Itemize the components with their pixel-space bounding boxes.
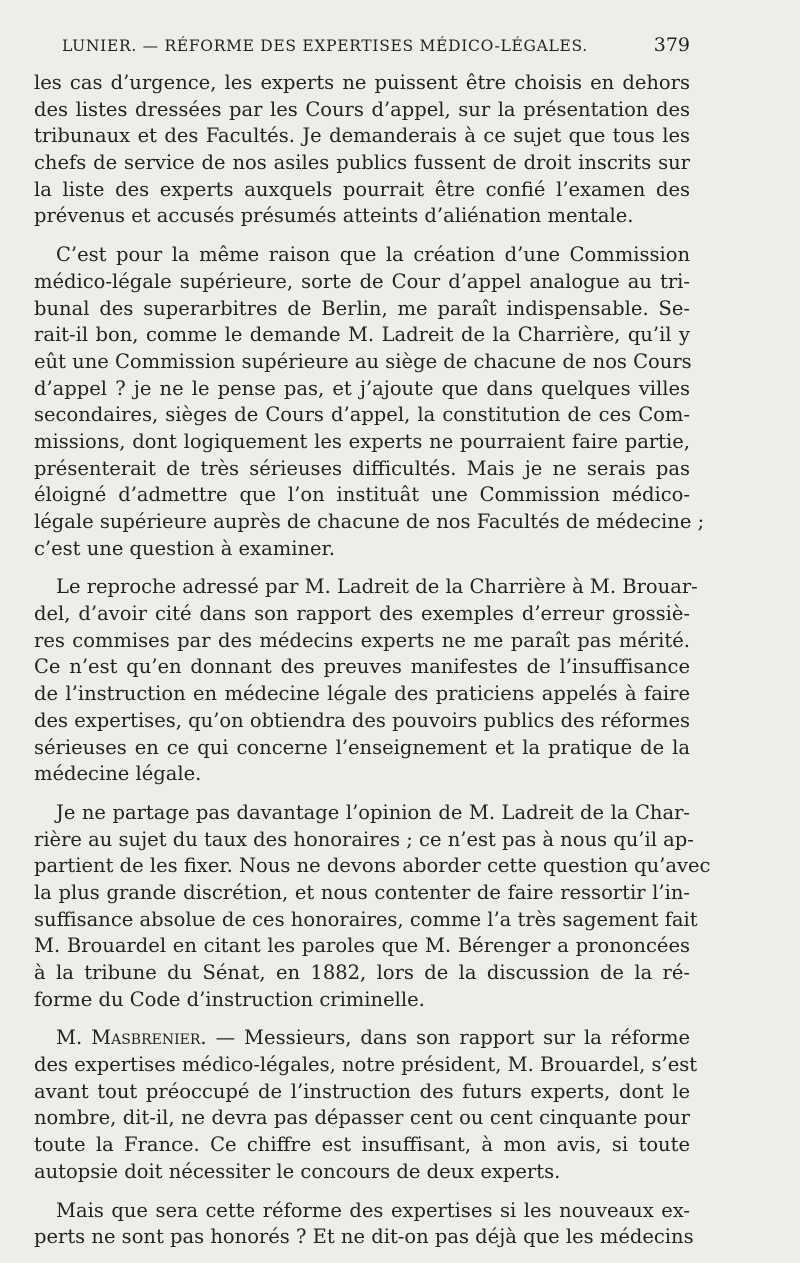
text-line: légale supérieure auprès de chacune de nos Facultés de médecine ; bbox=[34, 510, 705, 533]
text-line: del, d’avoir cité dans son rapport des exemples d’erreur grossiè- bbox=[34, 602, 690, 626]
paragraph bbox=[34, 242, 705, 562]
text-line: tribunaux et des Facultés. Je demanderais à ce sujet que tous les bbox=[34, 124, 690, 148]
speaker-text: — Messieurs, dans son rapport sur la réforme bbox=[206, 1026, 691, 1050]
running-title: LUNIER. — RÉFORME DES EXPERTISES MÉDICO-LÉGALES. bbox=[62, 37, 588, 55]
text-line: c’est une question à examiner. bbox=[34, 536, 335, 560]
text-line: bunal des superarbitres de Berlin, me paraît indispensable. Se- bbox=[34, 296, 690, 320]
text-line: Mais que sera cette réforme des expertises si les nouveaux ex- bbox=[56, 1198, 690, 1222]
text-line: des listes dressées par les Cours d’appel, sur la présentation des bbox=[34, 97, 690, 121]
text-line: res commises par des médecins experts ne me paraît pas mérité. bbox=[34, 628, 690, 652]
paragraph bbox=[34, 1198, 694, 1251]
speaker-name: M. Masbrenier. bbox=[56, 1026, 207, 1050]
text-line: la plus grande discrétion, et nous contenter de faire ressortir l’in- bbox=[34, 880, 690, 904]
text-line: sérieuses en ce qui concerne l’enseignement et la pratique de la bbox=[34, 735, 690, 759]
text-line: à la tribune du Sénat, en 1882, lors de la discussion de la ré- bbox=[34, 961, 690, 984]
text-line: médico-légale supérieure, sorte de Cour d’appel analogue au tri- bbox=[34, 269, 690, 293]
paragraph bbox=[34, 574, 698, 788]
text-line: de l’instruction en médecine légale des praticiens appelés à faire bbox=[34, 682, 690, 706]
page-body bbox=[34, 70, 711, 1263]
text-line: nombre, dit-il, ne devra pas dépasser cent ou cent cinquante pour bbox=[34, 1106, 690, 1130]
text-line: suffisance absolue de ces honoraires, comme l’a très sagement fait bbox=[34, 907, 698, 931]
paragraph bbox=[34, 70, 690, 230]
text-line: médecine légale. bbox=[34, 762, 202, 786]
text-line: perts ne sont pas honorés ? Et ne dit-on pas déjà que les médecins bbox=[34, 1225, 694, 1249]
page-number: 379 bbox=[653, 34, 690, 56]
text-line: C’est pour la même raison que la création d’une Commission bbox=[56, 243, 690, 267]
text-line: rière au sujet du taux des honoraires ; ce n’est pas à nous qu’il ap- bbox=[34, 827, 694, 851]
text-line: forme du Code d’instruction criminelle. bbox=[34, 987, 425, 1011]
text-line: rait-il bon, comme le demande M. Ladreit de la Charrière, qu’il y bbox=[34, 323, 690, 347]
text-line: d’appel ? je ne le pense pas, et j’ajoute que dans quelques villes bbox=[34, 376, 690, 400]
text-line: éloigné d’admettre que l’on instituât une Commission médico- bbox=[34, 483, 690, 507]
text-line: des expertises, qu’on obtiendra des pouvoirs publics des réformes bbox=[34, 708, 690, 732]
text-line: missions, dont logiquement les experts ne pourraient faire partie, bbox=[34, 429, 690, 453]
text-line: autopsie doit nécessiter le concours de deux experts. bbox=[34, 1159, 561, 1183]
text-line: prévenus et accusés présumés atteints d’aliénation mentale. bbox=[34, 204, 634, 228]
text-line: présenterait de très sérieuses difficultés. Mais je ne serais pas bbox=[34, 456, 690, 480]
text-line: la liste des experts auxquels pourrait être confié l’examen des bbox=[34, 177, 690, 201]
text-line: toute la France. Ce chiffre est insuffisant, à mon avis, si toute bbox=[34, 1133, 690, 1157]
text-line: M. Brouardel en citant les paroles que M. Bérenger a prononcées bbox=[34, 934, 690, 958]
text-line: Le reproche adressé par M. Ladreit de la Charrière à M. Brouar- bbox=[56, 575, 698, 599]
text-line: chefs de service de nos asiles publics fussent de droit inscrits sur bbox=[34, 151, 690, 175]
text-line: eût une Commission supérieure au siège de chacune de nos Cours bbox=[34, 349, 692, 373]
running-header bbox=[62, 34, 690, 62]
text-line: les cas d’urgence, les experts ne puissent être choisis en dehors bbox=[34, 71, 690, 94]
text-line: avant tout préoccupé de l’instruction des futurs experts, dont le bbox=[34, 1079, 690, 1103]
text-line: secondaires, sièges de Cours d’appel, la constitution de ces Com- bbox=[34, 403, 690, 427]
text-line: partient de les fixer. Nous ne devons aborder cette question qu’avec bbox=[34, 854, 711, 878]
text-line: Ce n’est qu’en donnant des preuves manifestes de l’insuffisance bbox=[34, 655, 690, 679]
paragraph bbox=[34, 1025, 698, 1185]
paragraph bbox=[34, 800, 711, 1014]
text-line: des expertises médico-légales, notre président, M. Brouardel, s’est bbox=[34, 1053, 698, 1077]
text-line: Je ne partage pas davantage l’opinion de M. Ladreit de la Char- bbox=[56, 800, 690, 824]
text-line bbox=[34, 1025, 690, 1052]
